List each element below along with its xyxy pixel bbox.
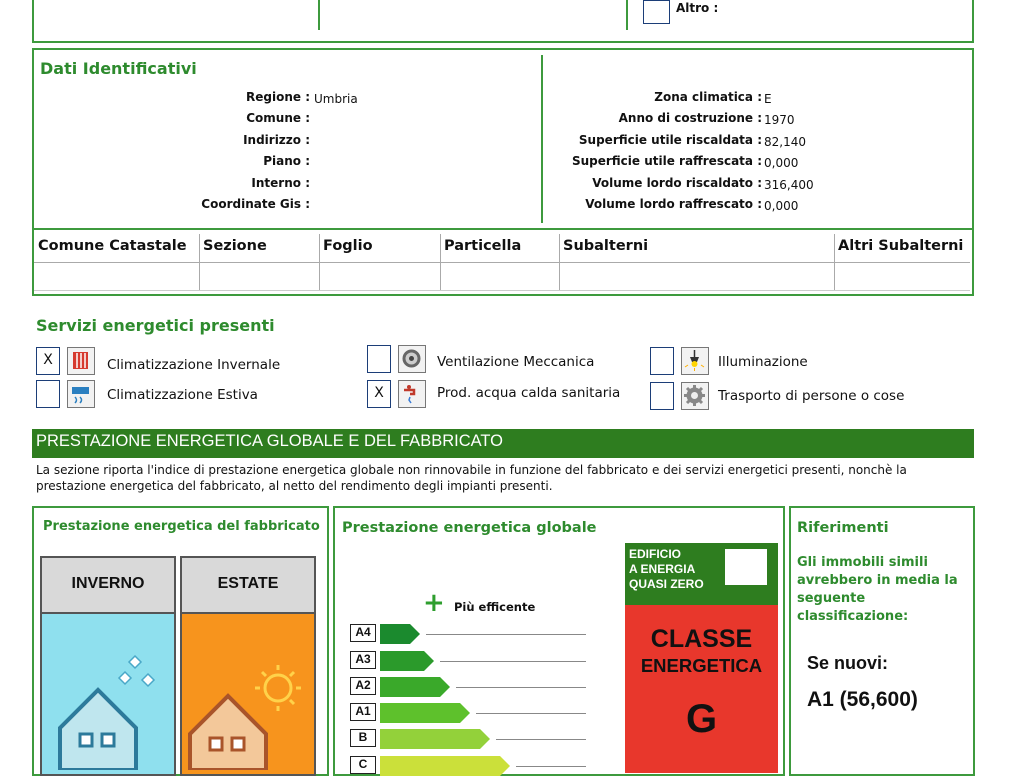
catasto-col-divider: [440, 234, 441, 290]
dati-right-value-1: 1970: [764, 113, 795, 127]
dati-left-label-2: Indirizzo :: [243, 133, 310, 147]
catasto-header-3: Particella: [444, 238, 522, 254]
globale-title: Prestazione energetica globale: [342, 520, 597, 536]
catasto-col-divider: [834, 234, 835, 290]
energy-class-label-3: A1: [350, 703, 376, 721]
servizio-label-4: Illuminazione: [718, 354, 808, 370]
fan-icon: [398, 345, 426, 373]
energy-class-line-3: [476, 713, 586, 714]
altro-label: Altro :: [676, 1, 719, 15]
top-divider-2: [626, 0, 628, 30]
energy-class-arrow-2: [380, 677, 450, 697]
dati-right-value-5: 0,000: [764, 199, 799, 213]
dati-right-value-4: 316,400: [764, 178, 814, 192]
dati-right-label-1: Anno di costruzione :: [618, 111, 762, 125]
radiator-icon: [67, 347, 95, 375]
altro-checkbox[interactable]: [643, 0, 670, 24]
se-nuovi-label: Se nuovi:: [807, 653, 889, 673]
classe-value: G: [685, 697, 718, 741]
riferimenti-box: [789, 506, 975, 776]
energy-class-label-0: A4: [350, 624, 376, 642]
catasto-header-1: Sezione: [203, 238, 267, 254]
energy-class-label-1: A3: [350, 651, 376, 669]
energy-class-arrow-1: [380, 651, 434, 671]
dati-left-label-0: Regione :: [246, 90, 310, 104]
dati-right-value-0: E: [764, 92, 772, 106]
inverno-header: INVERNO: [42, 558, 174, 614]
plus-icon: +: [423, 588, 445, 618]
dati-left-label-5: Coordinate Gis :: [201, 197, 310, 211]
estate-panel: [180, 556, 316, 776]
dati-right-label-5: Volume lordo raffrescato :: [585, 197, 762, 211]
servizio-label-2: Ventilazione Meccanica: [437, 354, 595, 370]
dati-right-label-0: Zona climatica :: [654, 90, 762, 104]
fabbricato-title: Prestazione energetica del fabbricato: [43, 519, 320, 534]
energy-class-label-5: C: [350, 756, 376, 774]
classe-line-2: ENERGETICA: [640, 655, 763, 676]
dati-left-label-1: Comune :: [246, 111, 310, 125]
catasto-header-0: Comune Catastale: [38, 238, 187, 254]
energy-class-label-2: A2: [350, 677, 376, 695]
house-cold-icon: [40, 610, 176, 770]
gear-icon: [681, 382, 709, 410]
top-section-box: [32, 0, 974, 43]
catasto-col-divider: [559, 234, 560, 290]
riferimenti-text-3: seguente: [797, 591, 866, 606]
dati-left-label-4: Interno :: [251, 176, 310, 190]
dati-left-value-0: Umbria: [314, 92, 358, 106]
servizio-label-3: Prod. acqua calda sanitaria: [437, 385, 621, 401]
energy-class-line-1: [440, 661, 586, 662]
riferimenti-text-4: classificazione:: [797, 609, 909, 624]
dati-right-label-4: Volume lordo riscaldato :: [592, 176, 762, 190]
energy-class-line-5: [516, 766, 586, 767]
catasto-data-row: [34, 264, 970, 291]
servizio-checkbox-3[interactable]: X: [367, 380, 391, 408]
dati-title: Dati Identificativi: [40, 59, 197, 78]
servizi-title: Servizi energetici presenti: [36, 316, 275, 335]
nzeb-line-1: EDIFICIO: [629, 547, 682, 561]
energy-class-arrow-0: [380, 624, 420, 644]
air-conditioner-icon: [67, 380, 95, 408]
servizio-label-5: Trasporto di persone o cose: [718, 388, 905, 404]
energy-class-line-2: [456, 687, 586, 688]
energy-class-arrow-3: [380, 703, 470, 723]
energy-class-arrow-5: [380, 756, 510, 776]
faucet-icon: [398, 380, 426, 408]
servizio-checkbox-5[interactable]: [650, 382, 674, 410]
energy-class-label-4: B: [350, 729, 376, 747]
classe-line-1: CLASSE: [650, 625, 753, 653]
nzeb-line-3: QUASI ZERO: [629, 577, 704, 591]
house-sun-icon: [180, 610, 316, 770]
servizio-label-0: Climatizzazione Invernale: [107, 357, 281, 373]
servizio-checkbox-2[interactable]: [367, 345, 391, 373]
catasto-col-divider: [199, 234, 200, 290]
estate-header: ESTATE: [182, 558, 314, 614]
lamp-icon: [681, 347, 709, 375]
dati-divider: [541, 55, 543, 223]
servizio-checkbox-0[interactable]: X: [36, 347, 60, 375]
dati-right-label-3: Superficie utile raffrescata :: [571, 154, 762, 168]
servizio-checkbox-1[interactable]: [36, 380, 60, 408]
inverno-panel: [40, 556, 176, 776]
piu-efficiente-label: Più efficente: [454, 600, 536, 614]
se-nuovi-value: A1 (56,600): [807, 688, 918, 711]
classe-box: [625, 605, 778, 773]
catasto-col-divider: [319, 234, 320, 290]
energy-class-line-4: [496, 739, 586, 740]
nzeb-box: [625, 543, 778, 605]
catasto-header-4: Subalterni: [563, 238, 649, 254]
catasto-header-5: Altri Subalterni: [838, 238, 964, 254]
riferimenti-text-2: avrebbero in media la: [797, 573, 958, 588]
prestazione-banner: [32, 429, 974, 458]
dati-right-label-2: Superficie utile riscaldata :: [578, 133, 762, 147]
prestazione-banner-title: PRESTAZIONE ENERGETICA GLOBALE E DEL FABBRICATO: [36, 432, 504, 450]
riferimenti-title: Riferimenti: [797, 520, 889, 536]
energy-class-line-0: [426, 634, 586, 635]
top-divider-1: [318, 0, 320, 30]
servizio-label-1: Climatizzazione Estiva: [107, 387, 258, 403]
prestazione-description-1: La sezione riporta l'indice di prestazione energetica globale non rinnovabile in funzione del fabbricato e dei servizi energetici presenti, nonchè la: [36, 463, 907, 477]
energy-class-arrow-4: [380, 729, 490, 749]
catasto-header-2: Foglio: [323, 238, 373, 254]
nzeb-checkbox: [725, 549, 767, 585]
dati-left-label-3: Piano :: [263, 154, 310, 168]
prestazione-description-2: prestazione energetica del fabbricato, al netto del rendimento degli impianti presenti.: [36, 479, 553, 493]
dati-right-value-3: 0,000: [764, 156, 799, 170]
nzeb-line-2: A ENERGIA: [629, 562, 696, 576]
servizio-checkbox-4[interactable]: [650, 347, 674, 375]
riferimenti-text-1: Gli immobili simili: [797, 555, 928, 570]
dati-right-value-2: 82,140: [764, 135, 806, 149]
